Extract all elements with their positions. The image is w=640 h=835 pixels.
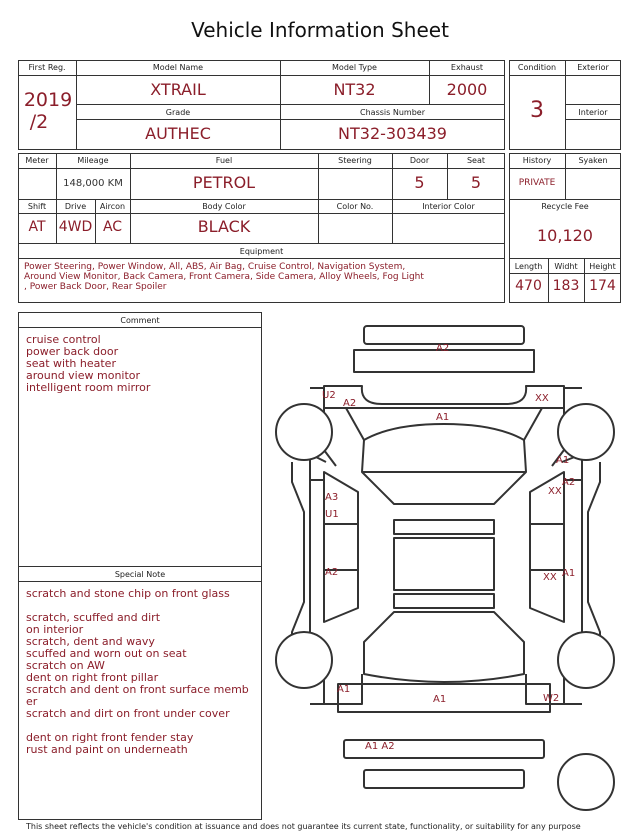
seat-value: 5 bbox=[470, 173, 482, 192]
equipment-text: Power Steering, Power Window, All, ABS, Air Bag, Cruise Control, Navigation System, Around View Monitor, Back Camera, Front Camera, Side Camera, Alloy Wheels, Fog Light , Power Back Door, Rear Spoiler bbox=[24, 262, 424, 292]
recycle-fee-value: 10,120 bbox=[537, 226, 593, 245]
aircon-value: AC bbox=[102, 219, 123, 235]
length-label: Length bbox=[514, 262, 543, 271]
grade-label: Grade bbox=[165, 108, 191, 117]
mileage-label: Mileage bbox=[77, 156, 109, 165]
diagram-mark: A1 bbox=[556, 455, 570, 466]
diagram-mark: A1 bbox=[436, 412, 450, 423]
meter-label: Meter bbox=[25, 156, 49, 165]
syaken-label: Syaken bbox=[578, 156, 608, 165]
model-name-value: XTRAIL bbox=[150, 80, 206, 99]
diagram-mark: A1 bbox=[337, 684, 351, 695]
chassis-value: NT32-303439 bbox=[338, 124, 447, 143]
body-color-label: Body Color bbox=[202, 202, 246, 211]
mileage-value: 148,000 KM bbox=[63, 178, 123, 189]
diagram-mark: XX bbox=[535, 393, 549, 404]
equipment-label: Equipment bbox=[239, 247, 284, 256]
height-label: Height bbox=[589, 262, 616, 271]
width-label: Widht bbox=[554, 262, 578, 271]
drive-value: 4WD bbox=[58, 219, 93, 235]
first-reg-month: /2 bbox=[29, 111, 49, 133]
model-type-label: Model Type bbox=[332, 63, 377, 72]
chassis-label: Chassis Number bbox=[360, 108, 425, 117]
history-label: History bbox=[522, 156, 552, 165]
diagram-mark: U1 bbox=[325, 509, 339, 520]
interior-color-label: Interior Color bbox=[422, 202, 475, 211]
diagram-mark: A2 bbox=[562, 477, 576, 488]
steering-label: Steering bbox=[338, 156, 372, 165]
special-note-text: scratch and stone chip on front glass scratch, scuffed and dirt on interior scratch, dent and wavy scuffed and worn out on seat scratch on AW dent on right front pillar scratch and dent on front surface memb er scratch and dirt on front under cover dent on right front fender stay rust and paint on underneath bbox=[26, 587, 249, 756]
interior-label: Interior bbox=[578, 108, 608, 117]
length-value: 470 bbox=[515, 278, 542, 294]
recycle-fee-label: Recycle Fee bbox=[541, 202, 589, 211]
fuel-label: Fuel bbox=[215, 156, 233, 165]
drive-label: Drive bbox=[64, 202, 87, 211]
body-color-value: BLACK bbox=[197, 217, 251, 236]
seat-label: Seat bbox=[466, 156, 486, 165]
model-type-value: NT32 bbox=[333, 80, 376, 99]
comment-label: Comment bbox=[120, 316, 160, 325]
diagram-mark: A2 bbox=[436, 343, 450, 354]
diagram-mark: A2 bbox=[325, 567, 339, 578]
history-value: PRIVATE bbox=[518, 178, 556, 188]
color-no-label: Color No. bbox=[336, 202, 374, 211]
first-reg-label: First Reg. bbox=[28, 63, 66, 72]
shift-label: Shift bbox=[27, 202, 47, 211]
exhaust-label: Exhaust bbox=[450, 63, 484, 72]
diagram-mark: U2 bbox=[322, 390, 336, 401]
disclaimer: This sheet reflects the vehicle's condition at issuance and does not guarantee its current state, functionality, or suitability for any purpose bbox=[26, 822, 581, 831]
height-value: 174 bbox=[589, 278, 616, 294]
diagram-mark: A2 bbox=[343, 398, 357, 409]
exhaust-value: 2000 bbox=[446, 80, 488, 99]
first-reg-year: 2019 bbox=[23, 89, 73, 111]
model-name-label: Model Name bbox=[152, 63, 204, 72]
width-value: 183 bbox=[552, 278, 580, 294]
grade-value: AUTHEC bbox=[145, 124, 211, 143]
diagram-mark: A1 A2 bbox=[365, 741, 395, 752]
shift-value: AT bbox=[28, 219, 46, 235]
aircon-label: Aircon bbox=[99, 202, 126, 211]
special-note-label: Special Note bbox=[114, 570, 166, 579]
diagram-mark: XX bbox=[548, 486, 562, 497]
diagram-mark: A1 bbox=[562, 568, 576, 579]
condition-label: Condition bbox=[517, 63, 557, 72]
condition-value: 3 bbox=[530, 98, 544, 123]
door-value: 5 bbox=[414, 173, 425, 192]
door-label: Door bbox=[409, 156, 430, 165]
fuel-value: PETROL bbox=[192, 173, 256, 192]
comment-text: cruise control power back door seat with heater around view monitor intelligent room mirror bbox=[26, 333, 151, 394]
diagram-mark: A1 bbox=[433, 694, 447, 705]
exterior-label: Exterior bbox=[577, 63, 609, 72]
car-damage-diagram bbox=[262, 312, 640, 820]
diagram-mark: A3 bbox=[325, 492, 339, 503]
page-title: Vehicle Information Sheet bbox=[191, 18, 449, 42]
diagram-mark: W2 bbox=[543, 693, 560, 704]
diagram-mark: XX bbox=[543, 572, 557, 583]
